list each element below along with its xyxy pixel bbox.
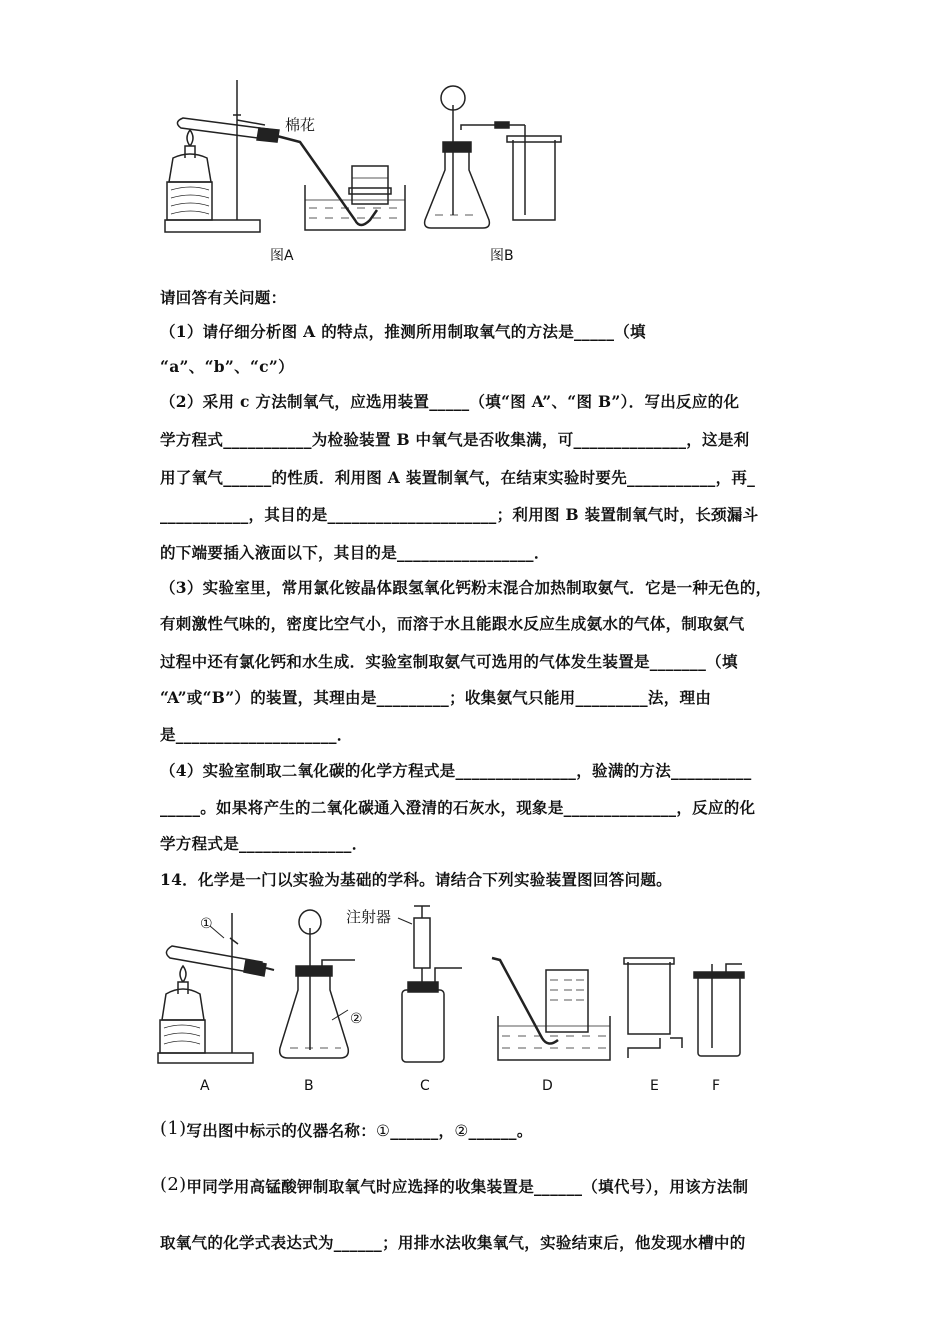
q14-part-1-number: (1) bbox=[160, 1118, 187, 1139]
label-1: ① bbox=[200, 916, 213, 932]
gas-jar bbox=[352, 166, 388, 204]
collecting-bottle bbox=[513, 140, 555, 220]
text-line: （2）采用 c 方法制氧气，应选用装置_____（填“图 A”、“图 B”）．写出反应的化 bbox=[160, 392, 740, 411]
conical-flask bbox=[425, 150, 490, 228]
apparatus-figure-bottom bbox=[150, 898, 760, 1098]
text-line: “A”或“B”）的装置，其理由是_________；收集氨气只能用_________法，理由 bbox=[160, 688, 712, 707]
q14-part-2: (2)甲同学用高锰酸钾制取氧气时应选择的收集装置是______（填代号），用该方法制 bbox=[160, 1174, 749, 1196]
text-line: 的下端要插入液面以下，其目的是_________________． bbox=[160, 543, 550, 562]
text-line: 过程中还有氯化钙和水生成．实验室制取氨气可选用的气体发生装置是_______（填 bbox=[160, 652, 738, 671]
water-trough bbox=[305, 185, 405, 230]
q14-part-2-number: (2) bbox=[160, 1174, 187, 1195]
text-line: 用了氧气______的性质．利用图 A 装置制氧气，在结束实验时要先___________，再_ bbox=[160, 468, 756, 487]
caption-a: A bbox=[200, 1078, 210, 1094]
label-2: ② bbox=[350, 1011, 363, 1027]
label-syringe: 注射器 bbox=[346, 908, 392, 926]
text-line: 请回答有关问题： bbox=[160, 288, 287, 307]
caption-b: B bbox=[304, 1078, 314, 1094]
apparatus-figure-top bbox=[155, 70, 575, 270]
label-cotton: 棉花 bbox=[285, 116, 316, 134]
text-line: 有刺激性气味的，密度比空气小，而溶于水且能跟水反应生成氨水的气体，制取氨气 bbox=[160, 614, 745, 633]
wooden-block bbox=[167, 182, 212, 220]
caption-fig-b: 图B bbox=[490, 248, 514, 264]
text-line: “a”、“b”、“c”） bbox=[160, 357, 294, 376]
alcohol-lamp bbox=[169, 154, 211, 182]
text-line: 学方程式是______________． bbox=[160, 834, 368, 853]
caption-fig-a: 图A bbox=[270, 248, 294, 264]
text-line: _____。如果将产生的二氧化碳通入澄清的石灰水，现象是______________，反应的化 bbox=[160, 798, 756, 817]
text-line: （4）实验室制取二氧化碳的化学方程式是_______________，验满的方法__________ bbox=[160, 761, 752, 780]
caption-d: D bbox=[542, 1078, 553, 1094]
text-line: ___________，其目的是_____________________；利用图 B 装置制氧气时，长颈漏斗 bbox=[160, 505, 759, 524]
delivery-tube bbox=[277, 136, 377, 225]
caption-e: E bbox=[650, 1078, 659, 1094]
text-line: 学方程式___________为检验装置 B 中氧气是否收集满，可______________，这是利 bbox=[160, 430, 750, 449]
caption-c: C bbox=[420, 1078, 430, 1094]
text-line: 是____________________． bbox=[160, 725, 353, 744]
text-line: （1）请仔细分析图 A 的特点，推测所用制取氧气的方法是_____（填 bbox=[160, 322, 646, 341]
q14-part-2-line-2: 取氧气的化学式表达式为______；用排水法收集氧气，实验结束后，他发现水槽中的 bbox=[160, 1233, 746, 1252]
q14-part-1: (1)写出图中标示的仪器名称：①______，②______。 bbox=[160, 1118, 533, 1140]
question-14-heading: 14．化学是一门以实验为基础的学科。请结合下列实验装置图回答问题。 bbox=[160, 870, 672, 889]
text-line: （3）实验室里，常用氯化铵晶体跟氢氧化钙粉末混合加热制取氨气．它是一种无色的， bbox=[160, 578, 772, 597]
caption-f: F bbox=[712, 1078, 721, 1094]
stand-base bbox=[165, 220, 260, 232]
